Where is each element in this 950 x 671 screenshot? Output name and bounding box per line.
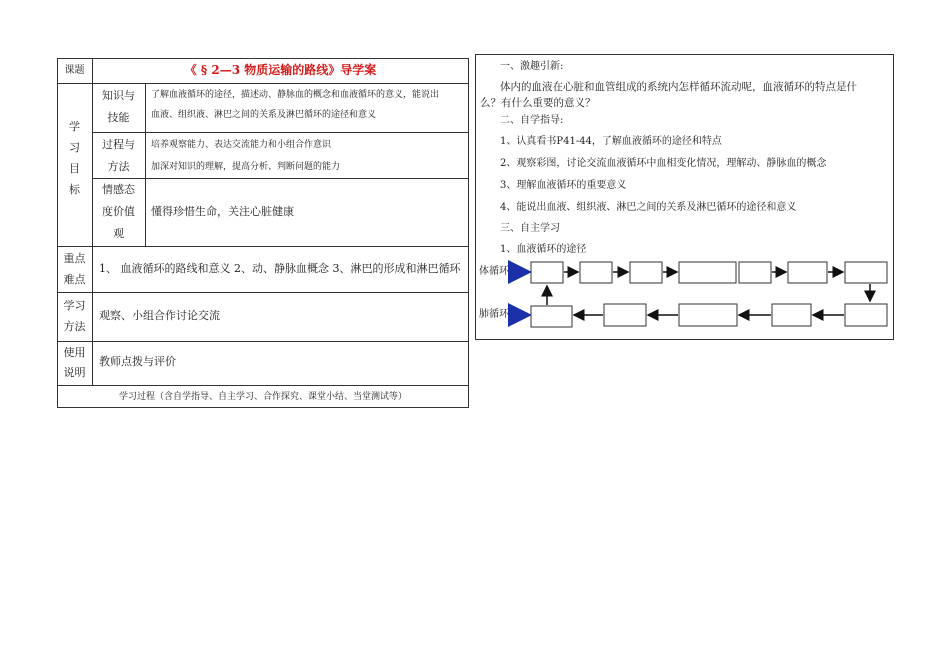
pulmonary-box-2	[604, 304, 646, 326]
emotion-text: 懂得珍惜生命，关注心脏健康	[151, 205, 294, 218]
keypoints-text: 1、 血液循环的路线和意义 2、动、静脉血概念 3、淋巴的形成和淋巴循环	[99, 262, 461, 275]
footer-text: 学习过程（含自学指导、自主学习、合作探究、课堂小结、当堂测试等）	[118, 392, 407, 402]
pulmonary-box-3	[679, 304, 737, 326]
method-text: 观察、小组合作讨论交流	[99, 309, 220, 322]
method-label: 学习 方法	[63, 299, 86, 333]
page-title: 《 § 2—3 物质运输的路线》导学案	[184, 63, 377, 77]
section1-para-line2: 么？有什么重要的意义？	[480, 97, 596, 109]
systemic-box-7	[845, 262, 887, 283]
section3-title: 三、自主学习	[500, 223, 560, 234]
sub1-title: 1、血液循环的途径	[500, 244, 587, 255]
usage-label: 使用 说明	[63, 346, 86, 379]
process-label: 过程与 方法	[102, 138, 135, 173]
emotion-label: 情感态 度价值 观	[102, 183, 135, 240]
systemic-circulation-label: 体循环	[479, 266, 509, 277]
guide-item-2: 2、观察彩图，讨论交流血液循环中血相变化情况，理解动、静脉血的概念	[500, 158, 827, 169]
header-label: 课题	[64, 65, 85, 76]
objectives-label: 学 习 目 标	[69, 120, 80, 196]
study-guide-panel	[475, 54, 894, 340]
section2-title: 二、自学指导:	[500, 115, 564, 126]
section1-title: 一、激趣引新:	[500, 61, 564, 72]
process-text: 培养观察能力、表达交流能力和小组合作意识 加深对知识的理解，提高分析、判断问题的能力	[151, 140, 341, 172]
systemic-box-5	[739, 262, 771, 283]
guide-item-1: 1、认真看书P41-44，了解血液循环的途径和特点	[500, 136, 722, 147]
pulmonary-circulation-label: 肺循环	[479, 309, 509, 320]
circulation-flow-diagram	[476, 55, 895, 341]
guide-item-3: 3、理解血液循环的重要意义	[500, 180, 627, 191]
systemic-box-4	[679, 262, 736, 283]
systemic-box-2	[580, 262, 612, 283]
systemic-box-6	[788, 262, 827, 283]
pulmonary-box-5	[845, 304, 887, 326]
knowledge-text: 了解血液循环的途径，描述动、静脉血的概念和血液循环的意义，能说出 血液、组织液、淋巴之间的关系及淋巴循环的途径和意义	[151, 90, 440, 120]
usage-text: 教师点拨与评价	[99, 355, 176, 368]
lesson-plan-table	[57, 58, 469, 408]
systemic-box-3	[630, 262, 662, 283]
section1-para-line1: 体内的血液在心脏和血管组成的系统内怎样循环流动呢，血液循环的特点是什	[500, 81, 857, 93]
keypoints-label: 重点 难点	[63, 252, 86, 286]
guide-item-4: 4、能说出血液、组织液、淋巴之间的关系及淋巴循环的途径和意义	[500, 202, 797, 213]
pulmonary-box-1	[531, 306, 572, 327]
knowledge-label: 知识与 技能	[102, 89, 135, 124]
systemic-box-1	[531, 262, 563, 283]
pulmonary-box-4	[772, 304, 811, 326]
